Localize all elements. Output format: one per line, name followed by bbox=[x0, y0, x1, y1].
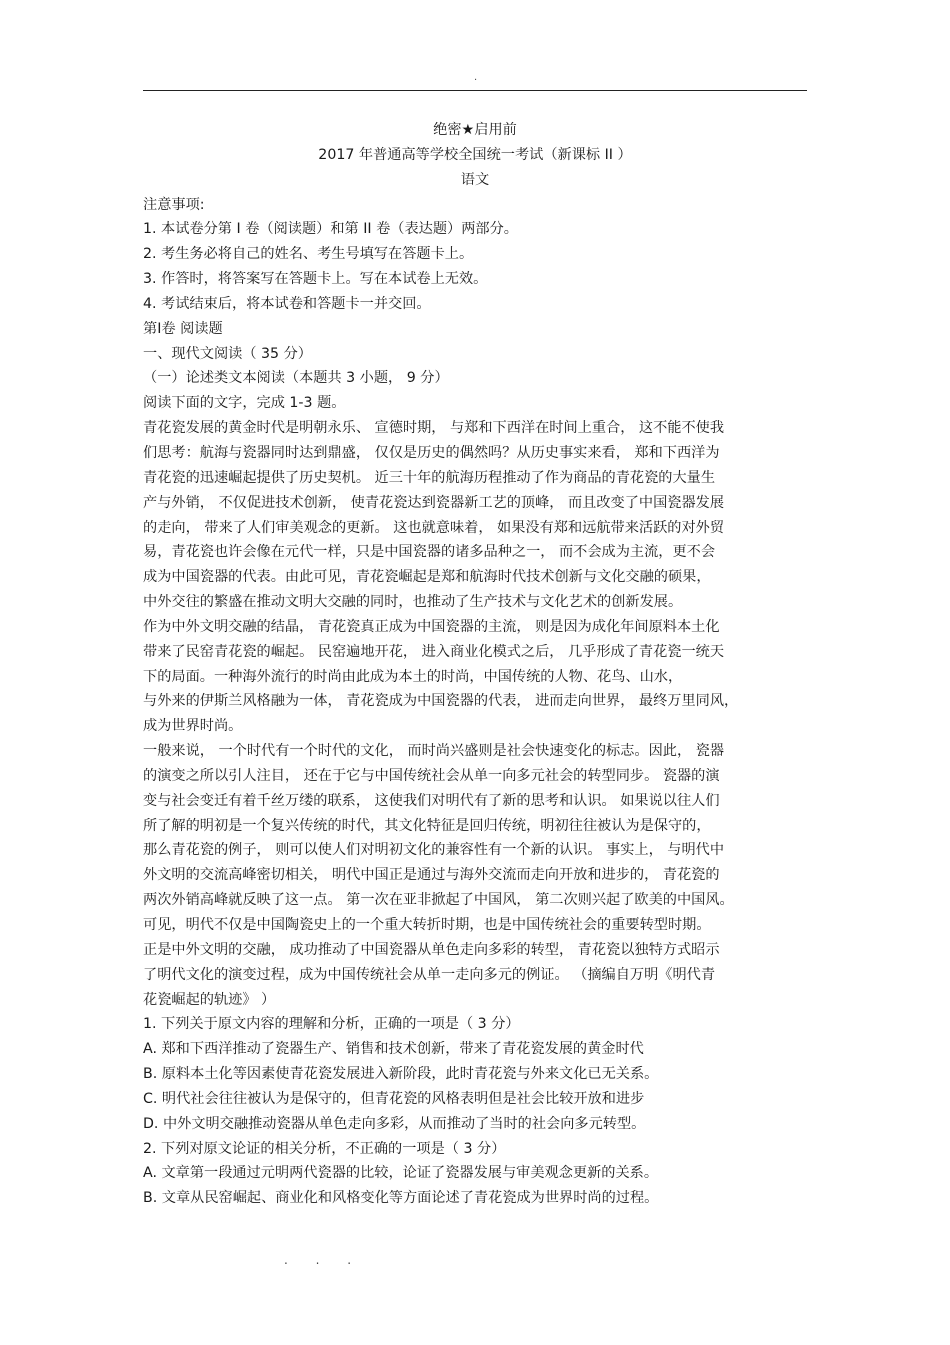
text-line: 可见，明代不仅是中国陶瓷史上的一个重大转折时期，也是中国传统社会的重要转型时期。 bbox=[143, 917, 711, 933]
text-line: 3. 作答时，将答案写在答题卡上。写在本试卷上无效。 bbox=[143, 271, 488, 288]
text-line: 们思考：航海与瓷器同时达到鼎盛， 仅仅是历史的偶然吗？从历史事实来看， 郑和下西洋为 bbox=[143, 444, 720, 461]
text-line: C. 明代社会往往被认为是保守的，但青花瓷的风格表明但是社会比较开放和进步 bbox=[143, 1090, 645, 1107]
text-line: 易，青花瓷也许会像在元代一样，只是中国瓷器的诸多品种之一， 而不会成为主流，更不会 bbox=[143, 544, 716, 561]
secret-label: 绝密★启用前 bbox=[433, 122, 517, 138]
text-line: 下的局面。一种海外流行的时尚由此成为本土的时尚，中国传统的人物、花鸟、山水， bbox=[143, 668, 683, 685]
text-line: 花瓷崛起的轨迹》 ） bbox=[143, 991, 276, 1008]
text-line: 2. 下列对原文论证的相关分析，不正确的一项是（ 3 分） bbox=[143, 1140, 506, 1157]
text-line: 第Ⅰ卷 阅读题 bbox=[143, 320, 223, 337]
text-line: B. 文章从民窑崛起、商业化和风格变化等方面论述了青花瓷成为世界时尚的过程。 bbox=[143, 1190, 659, 1207]
text-line: 4. 考试结束后，将本试卷和答题卡一并交回。 bbox=[143, 295, 431, 312]
text-line: 阅读下面的文字，完成 1-3 题。 bbox=[143, 395, 346, 412]
text-line: 中外交往的繁盛在推动文明大交融的同时，也推动了生产技术与文化艺术的创新发展。 bbox=[143, 594, 683, 611]
text-line: 正是中外文明的交融， 成功推动了中国瓷器从单色走向多彩的转型， 青花瓷以独特方式昭示 bbox=[143, 941, 720, 958]
text-line: 变与社会变迁有着千丝万缕的联系， 这使我们对明代有了新的思考和认识。 如果说以往人们 bbox=[143, 792, 720, 809]
text-line: 一般来说， 一个时代有一个时代的文化， 而时尚兴盛则是社会快速变化的标志。因此， 瓷器 bbox=[143, 743, 725, 760]
text-line: 一、现代文阅读（ 35 分） bbox=[143, 345, 312, 362]
text-line: A. 郑和下西洋推动了瓷器生产、销售和技术创新，带来了青花瓷发展的黄金时代 bbox=[143, 1041, 644, 1058]
text-line: 1. 下列关于原文内容的理解和分析，正确的一项是（ 3 分） bbox=[143, 1016, 520, 1033]
text-line: 的走向， 带来了人们审美观念的更新。 这也就意味着， 如果没有郑和远航带来活跃的对外贸 bbox=[143, 519, 725, 536]
text-line: 2. 考生务必将自己的姓名、考生号填写在答题卡上。 bbox=[143, 246, 474, 263]
page-footer-marks: . . . bbox=[284, 1253, 364, 1267]
text-line: 两次外销高峰就反映了这一点。 第一次在亚非掀起了中国风， 第二次则兴起了欧美的中国风。 bbox=[143, 892, 734, 909]
text-line: 与外来的伊斯兰风格融为一体， 青花瓷成为中国瓷器的代表， 进而走向世界， 最终万里同风， bbox=[143, 693, 739, 710]
page-top-mark: . bbox=[474, 72, 478, 83]
text-line: 那么青花瓷的例子， 则可以使人们对明初文化的兼容性有一个新的认识。 事实上， 与明代中 bbox=[143, 842, 725, 859]
document-body bbox=[143, 118, 807, 1211]
text-line: B. 原料本土化等因素使青花瓷发展进入新阶段，此时青花瓷与外来文化已无关系。 bbox=[143, 1066, 659, 1083]
exam-title: 2017 年普通高等学校全国统一考试（新课标 II ） bbox=[318, 146, 632, 163]
text-line: （一）论述类文本阅读（本题共 3 小题， 9 分） bbox=[143, 370, 449, 387]
text-line: A. 文章第一段通过元明两代瓷器的比较，论证了瓷器发展与审美观念更新的关系。 bbox=[143, 1165, 659, 1182]
text-line: 1. 本试卷分第 I 卷（阅读题）和第 II 卷（表达题）两部分。 bbox=[143, 221, 518, 238]
text-line: 的演变之所以引人注目， 还在于它与中国传统社会从单一向多元社会的转型同步。 瓷器的演 bbox=[143, 767, 720, 784]
text-line: 外文明的交流高峰密切相关， 明代中国正是通过与海外交流而走向开放和进步的， 青花瓷的 bbox=[143, 867, 720, 884]
text-line: 青花瓷的迅速崛起提供了历史契机。 近三十年的航海历程推动了作为商品的青花瓷的大量生 bbox=[143, 469, 716, 486]
subject-title: 语文 bbox=[460, 171, 490, 188]
text-line: D. 中外文明交融推动瓷器从单色走向多彩，从而推动了当时的社会向多元转型。 bbox=[143, 1115, 646, 1132]
text-line: 成为中国瓷器的代表。由此可见，青花瓷崛起是郑和航海时代技术创新与文化交融的硕果， bbox=[143, 569, 711, 586]
text-line: 注意事项: bbox=[143, 196, 205, 213]
text-lines bbox=[143, 193, 807, 1212]
text-line: 作为中外文明交融的结晶， 青花瓷真正成为中国瓷器的主流， 则是因为成化年间原料本土化 bbox=[143, 618, 720, 635]
text-line: 所了解的明初是一个复兴传统的时代，其文化特征是回归传统，明初往往被认为是保守的， bbox=[143, 817, 711, 834]
text-line: 产与外销， 不仅促进技术创新， 使青花瓷达到瓷器新工艺的顶峰， 而且改变了中国瓷器发展 bbox=[143, 494, 725, 511]
text-line: 成为世界时尚。 bbox=[143, 718, 243, 735]
text-line: 带来了民窑青花瓷的崛起。 民窑遍地开花， 进入商业化模式之后， 几乎形成了青花瓷一统天 bbox=[143, 643, 725, 660]
text-line: 了明代文化的演变过程，成为中国传统社会从单一走向多元的例证。 （摘编自万明《明代青 bbox=[143, 966, 716, 983]
text-line: 青花瓷发展的黄金时代是明朝永乐、 宣德时期， 与郑和下西洋在时间上重合， 这不能不使我 bbox=[143, 420, 725, 437]
header-rule bbox=[143, 90, 807, 91]
